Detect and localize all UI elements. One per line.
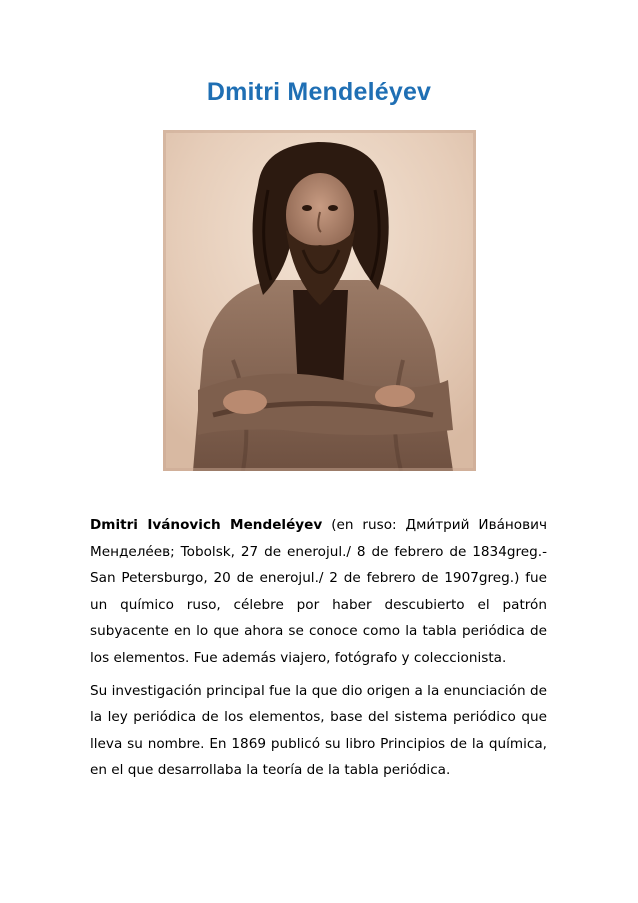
subject-name: Dmitri Ivánovich Mendeléyev: [90, 517, 323, 533]
article-body: [90, 512, 547, 790]
portrait-photo: [163, 130, 476, 471]
paragraph-2: Su investigación principal fue la que dio origen a la enunciación de la ley periódica de los elementos, base del sistema periódico que lleva su nombre. En 1869 publicó su libro Principios de la química, en el que desarrollaba la teoría de la tabla periódica.: [90, 682, 547, 779]
paragraph-1-text: (en ruso: Дми́трий Ива́нович Менделе́ев; Tobolsk, 27 de enerojul./ 8 de febrero de 1834greg.-San Petersburgo, 20 de enerojul./ 2 de febrero de 1907greg.) fue un químico ruso, célebre por haber descubierto el patrón subyacente en lo que ahora se conoce como la tabla periódica de los elementos. Fue además viajero, fotógrafo y coleccionista.: [90, 517, 547, 666]
page-title: Dmitri Mendeléyev: [206, 78, 432, 106]
paragraph-1: [90, 512, 547, 672]
